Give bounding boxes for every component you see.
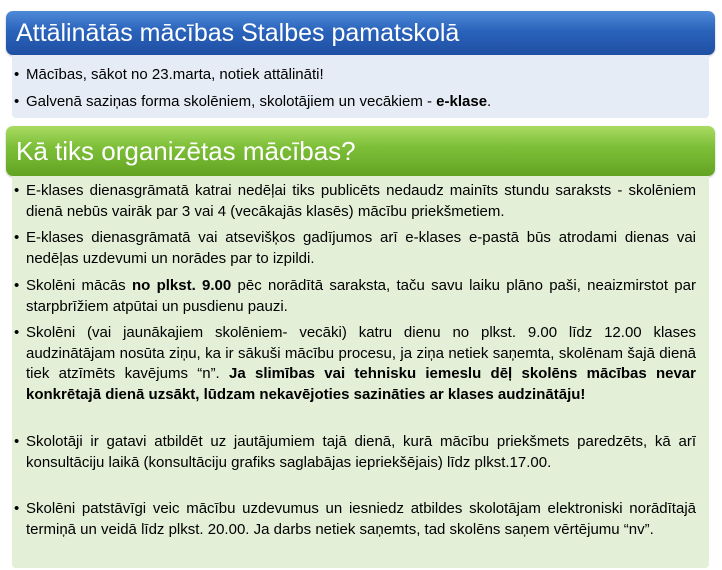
section-title-text: Kā tiks organizētas mācības?	[16, 135, 356, 166]
e-klase-highlight: e-klase	[436, 93, 488, 110]
bullet-item: • Skolēni mācās no plkst. 9.00 pēc norādītā saraksta, taču savu laiku plāno paši, neaizmirstot par starpbrīžiem atpūtai un pusdienu pauzi.	[14, 276, 696, 317]
section-title-organization	[6, 126, 715, 176]
bullet-item: • E-klases dienasgrāmatā vai atsevišķos gadījumos arī e-klases e-pastā būs atrodami dienas vai nedēļas uzdevumi un norādes par to izpildi.	[14, 228, 696, 269]
bullet-item: • Skolēni (vai jaunākajiem skolēniem- vecāki) katru dienu no plkst. 9.00 līdz 12.00 klases audzinātājam nosūta ziņu, ka ir sākuši mācību procesu, ja ziņa netiek saņemta, skolēnam šajā dienā tiek atzīmēts kavējums “n”. Ja slimības vai tehnisku iemeslu dēļ skolēns mācības nevar konkrētajā dienā uzsākt, lūdzam nekavējoties sazināties ar klases audzinātāju!	[14, 323, 696, 405]
bullet-item: • Skolēni patstāvīgi veic mācību uzdevumus un iesniedz atbildes skolotājam elektroniski norādītajā termiņā un veidā līdz plkst. 20.00. Ja darbs netiek saņemts, tad skolēns saņem vērtējumu “nv”.	[14, 499, 696, 540]
time-highlight: no plkst. 9.00	[131, 277, 232, 294]
warning-highlight: Ja slimības vai tehnisku iemeslu dēļ skolēns mācības nevar konkrētajā dienā uzsākt, lūdzam nekavējoties sazināties ar klases audzinātāju!	[26, 365, 696, 403]
section-title-text: Attālinātās mācības Stalbes pamatskolā	[16, 18, 460, 47]
section-title-remote-learning	[6, 11, 715, 55]
bullet-item: • Galvenā saziņas forma skolēniem, skolotājiem un vecākiem - e-klase.	[14, 92, 696, 113]
bullet-item: • E-klases dienasgrāmatā katrai nedēļai tiks publicēts nedaudz mainīts stundu saraksts - skolēniem dienā nebūs vairāk par 3 vai 4 (vecākajās klasēs) mācību priekšmetiem.	[14, 181, 696, 222]
bullet-item: • Mācības, sākot no 23.marta, notiek attālināti!	[14, 65, 696, 86]
bullet-item: • Skolotāji ir gatavi atbildēt uz jautājumiem tajā dienā, kurā mācību priekšmets paredzēts, kā arī konsultāciju laikā (konsultāciju grafiks saglabājas iepriekšējais) līdz plkst.17.00.	[14, 432, 696, 473]
